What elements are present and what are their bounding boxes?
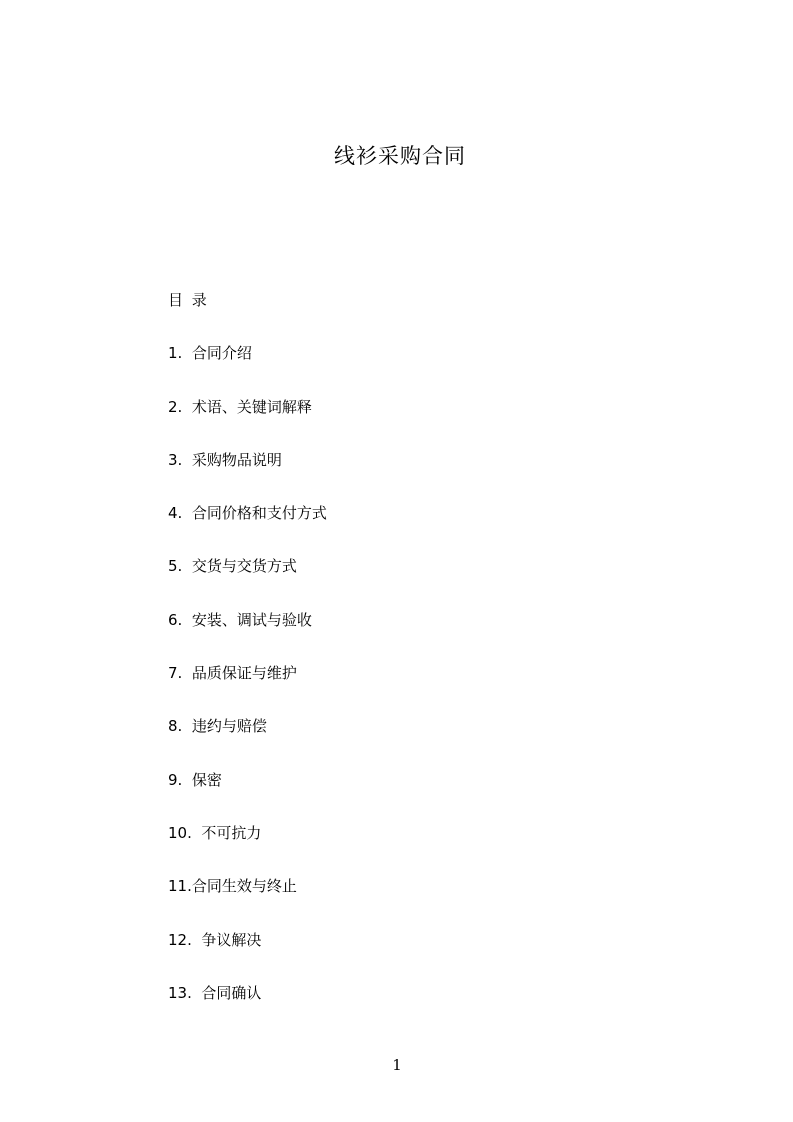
toc-item-7: 7. 品质保证与维护 — [168, 664, 297, 683]
table-of-contents — [168, 288, 327, 1005]
document-title: 线衫采购合同 — [334, 144, 466, 168]
toc-heading: 目 录 — [168, 291, 209, 309]
toc-item-13: 13. 合同确认 — [168, 983, 262, 1002]
toc-item-10: 10. 不可抗力 — [168, 823, 262, 842]
toc-item-2: 2. 术语、关键词解释 — [168, 397, 312, 416]
toc-item-3: 3. 采购物品说明 — [168, 450, 282, 469]
toc-item-5: 5. 交货与交货方式 — [168, 557, 297, 576]
toc-item-8: 8. 违约与赔偿 — [168, 717, 267, 736]
toc-item-12: 12. 争议解决 — [168, 930, 262, 949]
toc-item-1: 1. 合同介绍 — [168, 344, 252, 363]
page-number: 1 — [392, 1056, 402, 1074]
toc-item-9: 9. 保密 — [168, 770, 222, 789]
toc-item-6: 6. 安装、调试与验收 — [168, 610, 312, 629]
toc-item-4: 4. 合同价格和支付方式 — [168, 504, 327, 523]
toc-item-11: 11.合同生效与终止 — [168, 877, 297, 896]
